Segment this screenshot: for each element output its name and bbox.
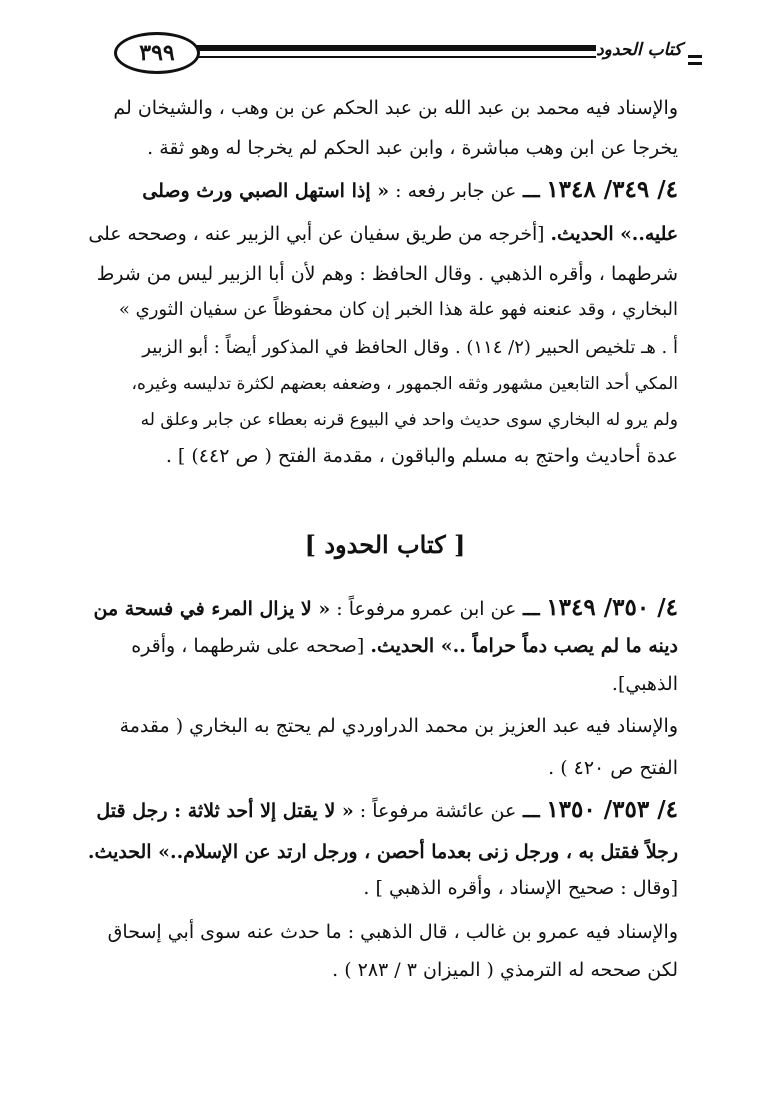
hadith-number: ٤/ ٣٥٠/ ١٣٤٩: [546, 594, 678, 621]
hadith-quote-end: عليه..» الحديث.: [550, 223, 678, 245]
hadith-dash: ـــ: [516, 800, 547, 822]
text-line: لكن صححه له الترمذي ( الميزان ٣ / ٢٨٣ ) .: [332, 959, 678, 981]
text-line: الذهبي].: [611, 673, 678, 695]
hadith-heading: [96, 796, 678, 825]
hadith-dash: ـــ: [516, 598, 547, 620]
text-line: ولم يرو له البخاري سوى حديث واحد في البيوع قرنه بعطاء عن جابر وعلق له: [140, 410, 678, 430]
hadith-narrator: عن عائشة مرفوعاً :: [353, 800, 517, 822]
text-line: يخرجا عن ابن وهب مباشرة ، وابن عبد الحكم لم يخرجا له وهو ثقة .: [147, 137, 678, 159]
hadith-number: ٤/ ٣٥٣/ ١٣٥٠: [546, 796, 678, 823]
hadith-quote-end: دينه ما لم يصب دماً حراماً ..» الحديث.: [370, 635, 678, 657]
text-line: والإسناد فيه عمرو بن غالب ، قال الذهبي : ما حدث عنه سوى أبي إسحاق: [107, 921, 678, 943]
text-line: شرطهما ، وأقره الذهبي . وقال الحافظ : وهم لأن أبا الزبير ليس من شرط: [96, 263, 678, 285]
text-line: المكي أحد التابعين مشهور وثقه الجمهور ، وضعفه بعضهم لكثرة تدليسه وغيره،: [131, 374, 678, 394]
text-line: عدة أحاديث واحتج به مسلم والباقون ، مقدمة الفتح ( ص ٤٤٢) ] .: [165, 445, 678, 467]
header-rule-thin: [148, 56, 596, 58]
hadith-narrator: عن جابر رفعه :: [389, 180, 517, 202]
text-span: [صححه على شرطهما ، وأقره: [131, 635, 371, 657]
text-line: [وقال : صحيح الإسناد ، وأقره الذهبي ] .: [363, 877, 678, 899]
text-line: والإسناد فيه محمد بن عبد الله بن عبد الحكم عن بن وهب ، والشيخان لم: [113, 97, 678, 119]
text-line: أ . هـ تلخيص الحبير (٢/ ١١٤) . وقال الحافظ في المذكور أيضاً : أبو الزبير: [142, 337, 678, 358]
hadith-quote: « إذا استهل الصبي ورث وصلى: [142, 180, 390, 202]
chapter-heading: [ كتاب الحدود ]: [304, 530, 466, 559]
text-line: البخاري ، وقد عنعنه فهو علة هذا الخبر إن كان محفوظاً عن سفيان الثوري »: [118, 299, 678, 320]
text-line: [88, 220, 678, 249]
hadith-dash: ـــ: [516, 180, 547, 202]
text-line: الفتح ص ٤٢٠ ) .: [548, 757, 678, 779]
hadith-heading: [93, 594, 678, 623]
hadith-number: ٤/ ٣٤٩/ ١٣٤٨: [546, 176, 678, 203]
running-title: كتاب الحدود: [596, 40, 682, 60]
text-span: [أخرجه من طريق سفيان عن أبي الزبير عنه ، وصححه على: [88, 224, 551, 245]
header-rule-thick: [148, 45, 596, 51]
hadith-quote: « لا يقتل إلا أحد ثلاثة : رجل قتل: [96, 800, 354, 822]
hadith-heading: [142, 176, 678, 205]
text-line: [131, 632, 678, 660]
page-number: ٣٩٩: [114, 32, 200, 74]
hadith-quote: « لا يزال المرء في فسحة من: [93, 598, 331, 620]
header-ornament: [688, 55, 702, 58]
page-header: [88, 28, 702, 78]
text-line: والإسناد فيه عبد العزيز بن محمد الدراوردي لم يحتج به البخاري ( مقدمة: [119, 715, 678, 737]
hadith-narrator: عن ابن عمرو مرفوعاً :: [330, 598, 517, 620]
header-ornament: [688, 62, 702, 65]
text-line: رجلاً فقتل به ، ورجل زنى بعدما أحصن ، ورجل ارتد عن الإسلام..» الحديث.: [87, 841, 678, 863]
